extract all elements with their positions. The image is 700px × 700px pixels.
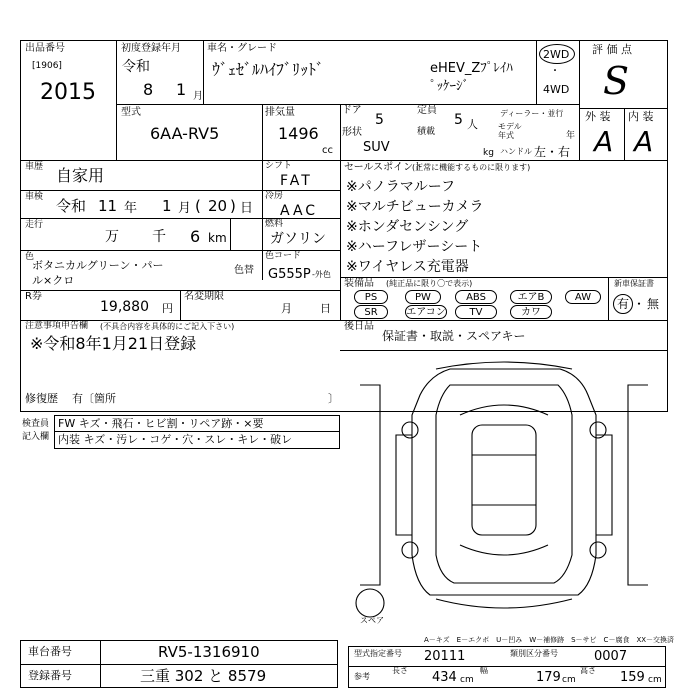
shape-value: SUV	[363, 140, 390, 155]
equip-ps: PS	[354, 290, 388, 304]
inspection-day-close: )	[230, 197, 236, 215]
length-label: 長さ	[392, 666, 408, 675]
repair-label: 修復歴	[25, 392, 58, 405]
engine-label: 排気量	[265, 107, 295, 118]
listing-sub: [1906]	[32, 61, 62, 71]
interior-label: 内 装	[628, 110, 654, 123]
damage-diagram	[340, 355, 668, 635]
width-unit: cm	[562, 675, 576, 685]
plate-label: 登録番号	[28, 669, 72, 682]
equipment-note: (純正品に限り〇で表示)	[386, 279, 473, 288]
type-designation-label: 型式指定番号	[354, 649, 402, 658]
color-code-label: 色コード	[265, 251, 302, 261]
model-year-label: モデル 年式	[498, 122, 522, 140]
interior-grade: A	[634, 125, 654, 158]
handle-value: 左・右	[534, 145, 571, 159]
fuel-value: ガソリン	[270, 231, 326, 247]
selling-item-2: ※マルチビューカメラ	[346, 199, 484, 215]
drive-dot: ・	[550, 66, 560, 77]
category-label: 類別区分番号	[510, 649, 558, 658]
repair-close: 〕	[328, 392, 339, 405]
notes-note: (不具合内容を具体的にご記入下さい)	[100, 322, 235, 331]
warranty-no: 無	[647, 297, 660, 311]
equip-leather: カワ	[510, 305, 552, 319]
drive-4wd: 4WD	[543, 83, 570, 96]
notes-text: ※令和8年1月21日登録	[30, 334, 197, 353]
exterior-label: 外 装	[585, 110, 611, 123]
equip-aw: AW	[565, 290, 601, 304]
vehicle-name: ｳﾞｪｾﾞﾙﾊｲﾌﾞﾘｯﾄﾞ	[212, 60, 325, 79]
color-name-2: ル×クロ	[32, 274, 75, 287]
model-label: 型式	[121, 107, 141, 118]
name-change-month: 月	[281, 302, 292, 315]
warranty-yes: 有	[617, 297, 630, 311]
chassis-value: RV5-1316910	[158, 643, 260, 661]
registration-era: 令和	[122, 59, 150, 75]
chassis-label: 車台番号	[28, 645, 72, 658]
equip-pw: PW	[405, 290, 441, 304]
checks-label-2: 記入欄	[22, 432, 50, 442]
equip-sr: SR	[354, 305, 388, 319]
model-value: 6AA-RV5	[150, 124, 220, 143]
type-designation: 20111	[424, 649, 466, 664]
inspection-day: 20	[208, 197, 228, 215]
color-change-label: 色替	[234, 265, 254, 276]
equip-tv: TV	[455, 305, 497, 319]
color-label: 色	[25, 252, 35, 262]
shift-label: シフト	[265, 161, 293, 171]
checks-row-2: 内装 キズ・汚レ・コゲ・穴・スレ・キレ・破レ	[58, 433, 293, 446]
capacity-value: 5	[454, 112, 463, 128]
selling-item-5: ※ワイヤレス充電器	[346, 259, 469, 275]
selling-label: セールスポイント	[344, 162, 424, 173]
inspection-era: 令和	[56, 197, 87, 215]
inspection-month: 1	[162, 197, 172, 215]
length-unit: cm	[460, 675, 474, 685]
ac-value: AAC	[280, 203, 319, 219]
color-code: G555P	[268, 267, 311, 282]
load-label: 積載	[417, 127, 436, 137]
shape-label: 形状	[342, 127, 362, 138]
capacity-label: 定員	[417, 105, 437, 116]
warranty-sep: ・	[633, 297, 646, 311]
color-name-1: ボタニカルグリーン・パー	[32, 259, 164, 272]
equipment-label: 装備品	[344, 278, 374, 289]
rating-score: S	[603, 59, 630, 103]
capacity-unit: 人	[467, 118, 478, 131]
height-unit: cm	[648, 675, 662, 685]
attachments-value: 保証書・取説・スペアキー	[382, 329, 526, 343]
inspection-day-open: (	[195, 197, 201, 215]
repair-value: 有〔箇所	[72, 392, 116, 405]
selling-item-1: ※パノラマルーフ	[346, 179, 456, 195]
drive-2wd: 2WD	[543, 48, 570, 61]
registration-month-unit: 月	[193, 91, 203, 102]
dealer-label: ディーラー・並行	[500, 109, 564, 118]
length: 434	[432, 670, 457, 685]
mileage-unit: km	[208, 231, 227, 245]
model-year-unit: 年	[566, 131, 576, 141]
doors-value: 5	[375, 112, 384, 128]
usage-label: 車歴	[25, 162, 44, 172]
warranty-label: 新車保証書	[614, 279, 654, 288]
plate-value: 三重 302 と 8579	[140, 667, 267, 685]
checks-label-1: 検査員	[22, 419, 50, 429]
selling-note: (正常に機能するものに限ります)	[412, 163, 531, 172]
registration-year: 8	[143, 80, 154, 99]
ref-label: 参考	[354, 672, 370, 681]
inspection-label: 車検	[25, 192, 44, 202]
category: 0007	[594, 649, 628, 664]
inspection-year-unit: 年	[124, 201, 138, 216]
exterior-grade: A	[594, 125, 614, 158]
equip-aircon: エアコン	[406, 307, 446, 318]
selling-item-3: ※ホンダセンシング	[346, 219, 469, 235]
inspection-month-unit: 月	[178, 201, 192, 216]
doors-label: ドア	[342, 105, 362, 116]
shift-value: FAT	[280, 173, 313, 189]
color-code-suffix: -外色	[312, 270, 331, 279]
selling-item-4: ※ハーフレザーシート	[346, 239, 483, 255]
attachments-label: 後日品	[344, 321, 374, 332]
inspection-year: 11	[98, 197, 118, 215]
usage-value: 自家用	[56, 166, 105, 185]
height-label: 高さ	[580, 666, 596, 675]
height: 159	[620, 670, 645, 685]
legend: A－キズ E－エクボ U－凹み W－補修跡 S－サビ C－腐食 XX－交換済	[424, 636, 675, 644]
rating-label: 評 価 点	[592, 43, 632, 56]
mileage-label: 走行	[25, 220, 44, 230]
registration-label: 初度登録年月	[121, 43, 181, 54]
mileage-sen: 千	[152, 229, 166, 245]
inspection-day-unit: 日	[240, 201, 254, 216]
recycle-unit: 円	[162, 302, 173, 315]
equip-airbag: エアB	[510, 290, 552, 304]
checks-row-1: FW キズ・飛石・ヒビ割・リペア跡・×要	[58, 417, 264, 430]
engine-value: 1496	[278, 124, 319, 143]
vehicle-grade-1: eHEV_Zﾌﾟﾚｲﾊ	[430, 61, 513, 76]
fuel-label: 燃料	[265, 219, 284, 229]
engine-unit: cc	[322, 145, 333, 156]
mileage-man: 万	[105, 229, 119, 245]
equip-abs: ABS	[455, 290, 497, 304]
recycle-label: R券	[25, 291, 42, 302]
listing-label: 出品番号	[25, 43, 65, 54]
recycle-value: 19,880	[100, 299, 149, 315]
name-change-day: 日	[320, 302, 331, 315]
registration-month: 1	[176, 80, 187, 99]
load-unit: kg	[483, 148, 494, 158]
spare-label: スペア	[360, 616, 384, 625]
mileage-value: 6	[190, 227, 201, 246]
notes-label: 注意事項申告欄	[25, 321, 89, 331]
ac-label: 冷房	[265, 191, 284, 201]
width-label: 幅	[480, 666, 488, 675]
handle-label: ハンドル	[500, 147, 532, 156]
listing-number: 2015	[40, 80, 96, 105]
vehicle-grade-2: ﾟｯｹｰｼﾞ	[430, 79, 469, 94]
name-change-label: 名変期限	[184, 291, 224, 302]
width: 179	[536, 670, 561, 685]
vehicle-label: 車名・グレード	[207, 43, 277, 54]
